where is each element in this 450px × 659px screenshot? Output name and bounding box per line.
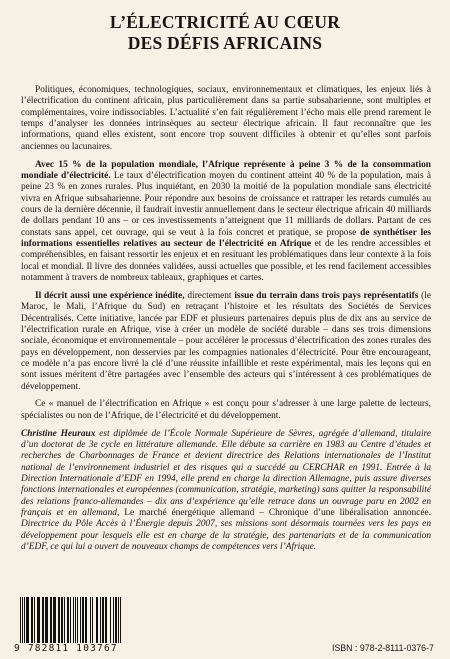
barcode-bar bbox=[82, 597, 84, 645]
barcode-bar bbox=[24, 597, 25, 645]
title-line-2: DES DÉFIS AFRICAINS bbox=[127, 33, 323, 53]
barcode-bar bbox=[31, 597, 33, 645]
statistics-text: Le taux d’électrification moyen du continent atteint 40 % de la population, mais à peine 23 % en zones rurales. Plus inquiétant, en 2030 la moitié de la population mondiale sans électricité vivra en Afrique subsaharienne. Pour répondre aux besoins de croissance et rattraper les retards cumulés au cours de la dernière décennie, il faudrait investir annuellement dans le secteur électrique africain 40 milliards de dollars pendant 10 ans – or ces investissements n’atteignent que 11 milliards de dollars. Partant de ces constats sans appel, cet ouvrage, qui se veut à la fois concret et pratique, se propose bbox=[21, 170, 431, 238]
statistics-text-end: et de les rendre accessibles et compréhensibles, en faisant ressortir les enjeux et en resituant les problématiques dans leur contexte à la fois local et mondial. Il livre des données validées, aussi actuelles que possible, et les rend facilement accessibles notamment à travers de nombreux tableaux, graphiques et cartes. bbox=[21, 238, 431, 283]
barcode-bar bbox=[50, 597, 52, 645]
statistics-paragraph bbox=[21, 160, 431, 285]
barcode-bar bbox=[20, 597, 21, 645]
barcode-bar bbox=[37, 597, 40, 645]
barcode-bar bbox=[77, 597, 78, 645]
intro-paragraph: Politiques, économiques, technologiques, sociaux, environnementaux et climatiques, les enjeux liés à l’électrification du continent africain, plus particulièrement dans sa partie subsaharienne, sont multiples et complémentaires, voire indissociables. L’actualité s’en fait régulièrement l’écho mais elle prend rarement le temps d’analyser les données intrinsèques au secteur électrique africain. Il faut reconnaître que les informations, quand elles existent, sont encore trop souvent difficiles à obtenir et qu’elles sont parfois anciennes ou lacunaires. bbox=[21, 85, 431, 152]
experience-text-b: (le Maroc, le Mali, l’Afrique du Sud) en retraçant l’histoire et les résultats des Sociétés de Services Décentralisés. Cette initiative, lancée par EDF et plusieurs partenaires depuis plus de dix ans au service de l’électrification rurale en Afrique, vise à créer un modèle de société durable – dans ses trois dimensions sociale, économique et environnementale – pour accélérer le processus d’électrification des zones rurales des pays en développement, non desservies par les compagnies nationales d’électricité. Pour être encourageant, ce modèle n’a pas encore livré la clé d’une réussite infaillible et reste expérimental, mais les leçons qui en sont issues méritent d’être partagées avec l’ensemble des acteurs qui s’intéressent à ces problématiques de développement. bbox=[21, 290, 431, 392]
barcode-bar bbox=[102, 597, 104, 645]
barcode-bar bbox=[64, 597, 65, 645]
barcode-bar bbox=[118, 597, 119, 645]
author-bio bbox=[21, 429, 431, 554]
field-highlight: issue du terrain dans trois pays représentatifs bbox=[234, 290, 419, 301]
barcode-bar bbox=[70, 597, 71, 645]
title-line-1: L’ÉLECTRICITÉ AU CŒUR bbox=[109, 12, 341, 32]
experience-highlight: Il décrit aussi une expérience inédite, bbox=[35, 290, 185, 301]
blurb-text bbox=[21, 85, 431, 560]
barcode-bar bbox=[58, 597, 60, 645]
barcode-bar bbox=[53, 597, 56, 645]
barcode-bar bbox=[26, 597, 29, 645]
experience-text-a: directement bbox=[184, 290, 235, 301]
barcode-bar bbox=[105, 597, 107, 645]
barcode-bar bbox=[22, 597, 23, 645]
barcode-bar bbox=[85, 597, 87, 645]
author-bio-text-end: Directrice du Pôle Accès à l’Énergie depuis 2007, ses missions sont désormais tournées vers les pays en développement pour lesquels elle est en charge de la stratégie, des partenariats et de la communication d’EDF, ce qui lui a ouvert de nouveaux champs de compétences vers l’Afrique. bbox=[21, 519, 431, 553]
barcode-bar bbox=[100, 597, 101, 645]
book-purpose: de synthétiser les informations essentielles relatives au secteur de l’électricité en Afrique bbox=[21, 227, 431, 249]
barcode-bar bbox=[115, 597, 117, 645]
barcode-bars bbox=[14, 597, 160, 645]
author-book-title: Le marché énergétique allemand – Chronique d’une libéralisation annoncée. bbox=[124, 508, 431, 519]
barcode-bar bbox=[34, 597, 35, 645]
barcode-bar bbox=[73, 597, 74, 645]
barcode-bar bbox=[110, 597, 111, 645]
book-title bbox=[0, 12, 450, 54]
barcode-bar bbox=[75, 597, 76, 645]
barcode-bar bbox=[45, 597, 48, 645]
barcode-bar bbox=[80, 597, 81, 645]
author-bio-text: est diplômée de l’École Normale Supérieure de Sèvres, agrégée d’allemand, titulaire d’un doctorat de 3e cycle en littérature allemande. Elle débute sa carrière en 1983 au Centre d’études et recherches de Charbonnages de France et devient directrice des Relations internationales de l’Institut national de l’environnement industriel et des risques qui a succédé au CERCHAR en 1991. Entrée à la Direction Internationale d’EDF en 1994, elle prend en charge la direction Allemagne, puis assure diverses fonctions internationales et européennes (communication, stratégie, marketing) sans quitter la responsabilité des relations franco-allemandes – dix ans d’expérience qu’elle retrace dans un ouvrage paru en 2002 en français et en allemand, bbox=[21, 428, 431, 519]
audience-paragraph: Ce « manuel de l’électrification en Afrique » est conçu pour s’adresser à une large palette de lecteurs, spécialistes ou non de l’Afrique, de l’électricité et du développement. bbox=[21, 399, 431, 421]
author-name: Christine Heuraux bbox=[21, 428, 96, 439]
barcode-digits: 9 782811 103767 bbox=[12, 643, 164, 654]
isbn: ISBN : 978-2-8111-0376-7 bbox=[332, 643, 434, 653]
barcode-bar bbox=[61, 597, 63, 645]
barcode-bar bbox=[42, 597, 44, 645]
barcode-bar bbox=[92, 597, 93, 645]
barcode-bar bbox=[96, 597, 98, 645]
barcode-bar bbox=[67, 597, 69, 645]
key-statistic: Avec 15 % de la population mondiale, l’Afrique représente à peine 3 % de la consommation mondiale d’électricité. bbox=[21, 159, 431, 181]
barcode-bar bbox=[113, 597, 114, 645]
experience-paragraph bbox=[21, 291, 431, 393]
barcode-bar bbox=[120, 597, 121, 645]
barcode-bar bbox=[90, 597, 91, 645]
